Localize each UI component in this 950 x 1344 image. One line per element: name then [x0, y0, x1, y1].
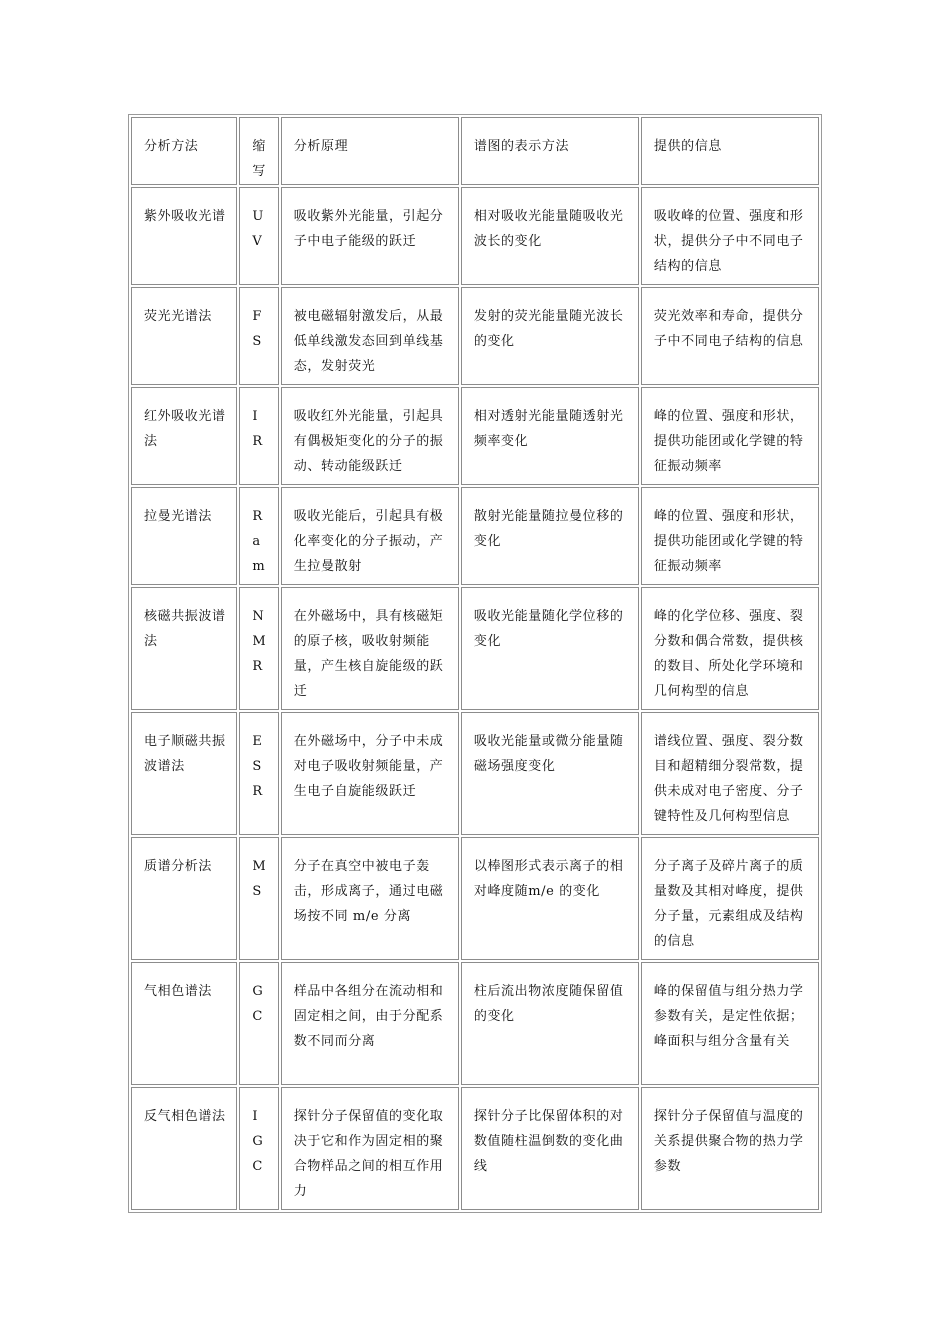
cell-principle: 分子在真空中被电子轰击，形成离子，通过电磁场按不同 m/e 分离	[281, 837, 459, 960]
cell-spectrum: 探针分子比保留体积的对数值随柱温倒数的变化曲线	[461, 1087, 639, 1210]
table-row	[131, 962, 819, 1085]
cell-method: 气相色谱法	[131, 962, 237, 1085]
header-abbr: 缩写	[239, 117, 278, 185]
cell-method: 拉曼光谱法	[131, 487, 237, 585]
cell-abbr: ESR	[239, 712, 278, 835]
cell-info: 峰的保留值与组分热力学参数有关，是定性依据；峰面积与组分含量有关	[641, 962, 819, 1085]
cell-spectrum: 相对透射光能量随透射光频率变化	[461, 387, 639, 485]
cell-info: 荧光效率和寿命，提供分子中不同电子结构的信息	[641, 287, 819, 385]
cell-method: 荧光光谱法	[131, 287, 237, 385]
cell-method: 电子顺磁共振波谱法	[131, 712, 237, 835]
cell-method: 核磁共振波谱法	[131, 587, 237, 710]
table-row	[131, 287, 819, 385]
cell-info: 探针分子保留值与温度的关系提供聚合物的热力学参数	[641, 1087, 819, 1210]
cell-abbr: MS	[239, 837, 278, 960]
table-row	[131, 712, 819, 835]
header-principle: 分析原理	[281, 117, 459, 185]
cell-principle: 在外磁场中，具有核磁矩的原子核，吸收射频能量，产生核自旋能级的跃迁	[281, 587, 459, 710]
cell-info: 谱线位置、强度、裂分数目和超精细分裂常数，提供未成对电子密度、分子键特性及几何构型信息	[641, 712, 819, 835]
cell-info: 峰的化学位移、强度、裂分数和偶合常数，提供核的数目、所处化学环境和几何构型的信息	[641, 587, 819, 710]
cell-abbr: GC	[239, 962, 278, 1085]
header-info: 提供的信息	[641, 117, 819, 185]
table-row	[131, 1087, 819, 1210]
cell-abbr: FS	[239, 287, 278, 385]
cell-spectrum: 柱后流出物浓度随保留值的变化	[461, 962, 639, 1085]
header-method: 分析方法	[131, 117, 237, 185]
cell-spectrum: 吸收光能量或微分能量随磁场强度变化	[461, 712, 639, 835]
cell-principle: 吸收红外光能量，引起具有偶极矩变化的分子的振动、转动能级跃迁	[281, 387, 459, 485]
cell-info: 峰的位置、强度和形状，提供功能团或化学键的特征振动频率	[641, 487, 819, 585]
table-row	[131, 587, 819, 710]
table-row	[131, 387, 819, 485]
cell-method: 反气相色谱法	[131, 1087, 237, 1210]
cell-method: 红外吸收光谱法	[131, 387, 237, 485]
cell-principle: 被电磁辐射激发后，从最低单线激发态回到单线基态，发射荧光	[281, 287, 459, 385]
cell-principle: 吸收紫外光能量，引起分子中电子能级的跃迁	[281, 187, 459, 285]
cell-spectrum: 相对吸收光能量随吸收光波长的变化	[461, 187, 639, 285]
table-row	[131, 187, 819, 285]
header-spectrum: 谱图的表示方法	[461, 117, 639, 185]
cell-abbr: UV	[239, 187, 278, 285]
cell-principle: 吸收光能后，引起具有极化率变化的分子振动，产生拉曼散射	[281, 487, 459, 585]
cell-method: 紫外吸收光谱	[131, 187, 237, 285]
cell-spectrum: 散射光能量随拉曼位移的变化	[461, 487, 639, 585]
cell-spectrum: 发射的荧光能量随光波长的变化	[461, 287, 639, 385]
cell-principle: 在外磁场中，分子中未成对电子吸收射频能量，产生电子自旋能级跃迁	[281, 712, 459, 835]
table-row	[131, 837, 819, 960]
cell-info: 峰的位置、强度和形状，提供功能团或化学键的特征振动频率	[641, 387, 819, 485]
cell-abbr: NMR	[239, 587, 278, 710]
cell-abbr: IGC	[239, 1087, 278, 1210]
cell-principle: 探针分子保留值的变化取决于它和作为固定相的聚合物样品之间的相互作用力	[281, 1087, 459, 1210]
cell-info: 吸收峰的位置、强度和形状，提供分子中不同电子结构的信息	[641, 187, 819, 285]
cell-info: 分子离子及碎片离子的质量数及其相对峰度，提供分子量，元素组成及结构的信息	[641, 837, 819, 960]
cell-spectrum: 吸收光能量随化学位移的变化	[461, 587, 639, 710]
cell-method: 质谱分析法	[131, 837, 237, 960]
cell-abbr: Ram	[239, 487, 278, 585]
cell-principle: 样品中各组分在流动相和固定相之间，由于分配系数不同而分离	[281, 962, 459, 1085]
table-row	[131, 487, 819, 585]
analysis-methods-table	[128, 114, 822, 1213]
cell-spectrum: 以棒图形式表示离子的相对峰度随m/e 的变化	[461, 837, 639, 960]
table-header-row	[131, 117, 819, 185]
cell-abbr: IR	[239, 387, 278, 485]
